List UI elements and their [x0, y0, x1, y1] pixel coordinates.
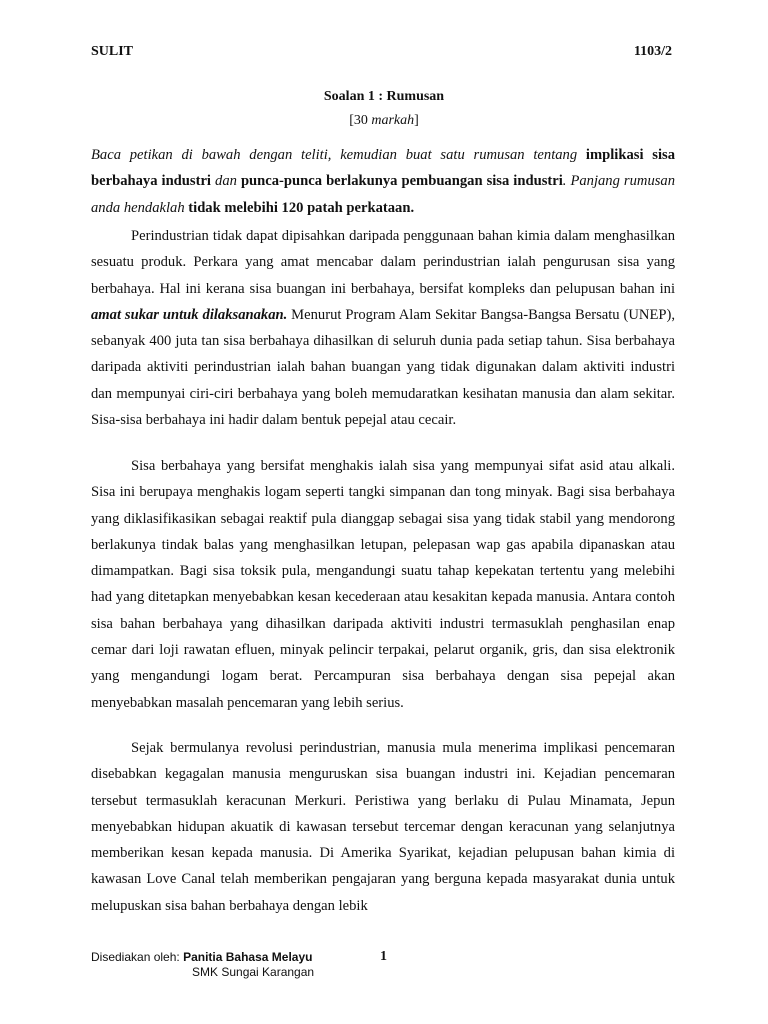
footer-credits — [91, 950, 314, 980]
paragraph-1-text-b: Menurut Program Alam Sekitar Bangsa-Bangsa Bersatu (UNEP), sebanyak 400 juta tan sisa berbahaya dihasilkan di seluruh dunia pada setiap tahun. Sisa berbahaya daripada aktiviti perindustrian ialah bahan buangan yang tidak digunakan dalam aktiviti industri dan mempunyai ciri-ciri berbahaya yang boleh memudaratkan kesihatan manusia dan alam sekitar. Sisa-sisa berbahaya ini hadir dalam bentuk pepejal atau cecair. — [91, 306, 675, 429]
paragraph-3-text: Sejak bermulanya revolusi perindustrian, manusia mula menerima implikasi pencemaran disebabkan kegagalan manusia menguruskan sisa buangan industri ini. Kejadian pencemaran tersebut termasuklah keracunan Merkuri. Peristiwa yang berlaku di Pulau Minamata, Jepun menyebabkan hidupan akuatik di kawasan tersebut tercemar dengan keracunan yang selanjutnya memberikan kesan kepada manusia. Di Amerika Syarikat, kejadian pelupusan bahan kimia di kawasan Love Canal telah memberikan pengajaran yang berguna kepada masyarakat dunia untuk melupuskan sisa bahan berbahaya dengan lebik — [91, 740, 675, 914]
instruction-text-1: Baca petikan di bawah dengan teliti, kemudian buat satu rumusan tentang — [91, 147, 586, 163]
marks-word: markah — [371, 113, 415, 128]
footer-school: SMK Sungai Karangan — [192, 965, 315, 979]
footer-line-1 — [91, 950, 314, 965]
paragraph-2-text: Sisa berbahaya yang bersifat menghakis ialah sisa yang mempunyai sifat asid atau alkali. Sisa ini berupaya menghakis logam seperti tangki simpanan dan tong minyak. Bagi sisa berbahaya yang diklasifikasikan sebagai reaktif pula dianggap sebagai sisa yang tidak stabil yang mendorong berlakunya tindak balas yang menghasilkan letupan, pelepasan wap gas apabila dipanaskan atau dimampatkan. Bagi sisa toksik pula, mengandungi suatu tahap kepekatan tertentu yang melebihi had yang ditetapkan menyebabkan kesan kecederaan atau kesakitan kepada manusia. Antara contoh sisa bahan berbahaya yang dihasilkan daripada aktiviti industri termasuklah penghasilan enap cemar dari loji rawatan efluen, minyak pelincir terpakai, pelarut organik, gris, dan sisa elektronik yang mengandungi logam berat. Percampuran sisa berbahaya dengan sisa pepejal akan menyebabkan masalah pencemaran yang lebih serius. — [91, 458, 675, 711]
footer-prepared-label: Disediakan oleh: — [91, 950, 184, 964]
marks-open: [30 — [349, 113, 372, 128]
instruction-bold-1: implikasi sisa berbahaya industri — [91, 147, 675, 190]
instruction-text-2: dan — [211, 173, 241, 190]
instruction-paragraph — [91, 142, 675, 221]
page-number: 1 — [380, 949, 387, 964]
passage-paragraph-2 — [91, 453, 675, 716]
marks-close: ] — [414, 113, 419, 128]
footer-prepared-by: Panitia Bahasa Melayu — [183, 950, 313, 964]
passage-paragraph-3 — [91, 735, 675, 919]
instruction-bold-3: tidak melebihi 120 patah perkataan. — [188, 199, 415, 216]
instruction-text-3: . Panjang rumusan anda hendaklah — [91, 173, 676, 216]
question-title: Soalan 1 : Rumusan — [323, 89, 445, 104]
header-classification: SULIT — [91, 44, 134, 59]
instruction-bold-2: punca-punca berlakunya pembuangan sisa industri — [240, 173, 563, 190]
paragraph-1-text-a: Perindustrian tidak dapat dipisahkan daripada penggunaan bahan kimia dalam menghasilkan sesuatu produk. Perkara yang amat mencabar dalam perindustrian ialah pengurusan sisa yang berbahaya. Hal ini kerana sisa buangan ini berbahaya, bersifat kompleks dan pelupusan bahan ini — [91, 228, 675, 297]
paragraph-1-emphasis: amat sukar untuk dilaksanakan. — [91, 306, 288, 323]
passage-paragraph-1 — [91, 223, 675, 433]
marks-allocation — [0, 113, 768, 129]
header-paper-code: 1103/2 — [633, 44, 672, 59]
